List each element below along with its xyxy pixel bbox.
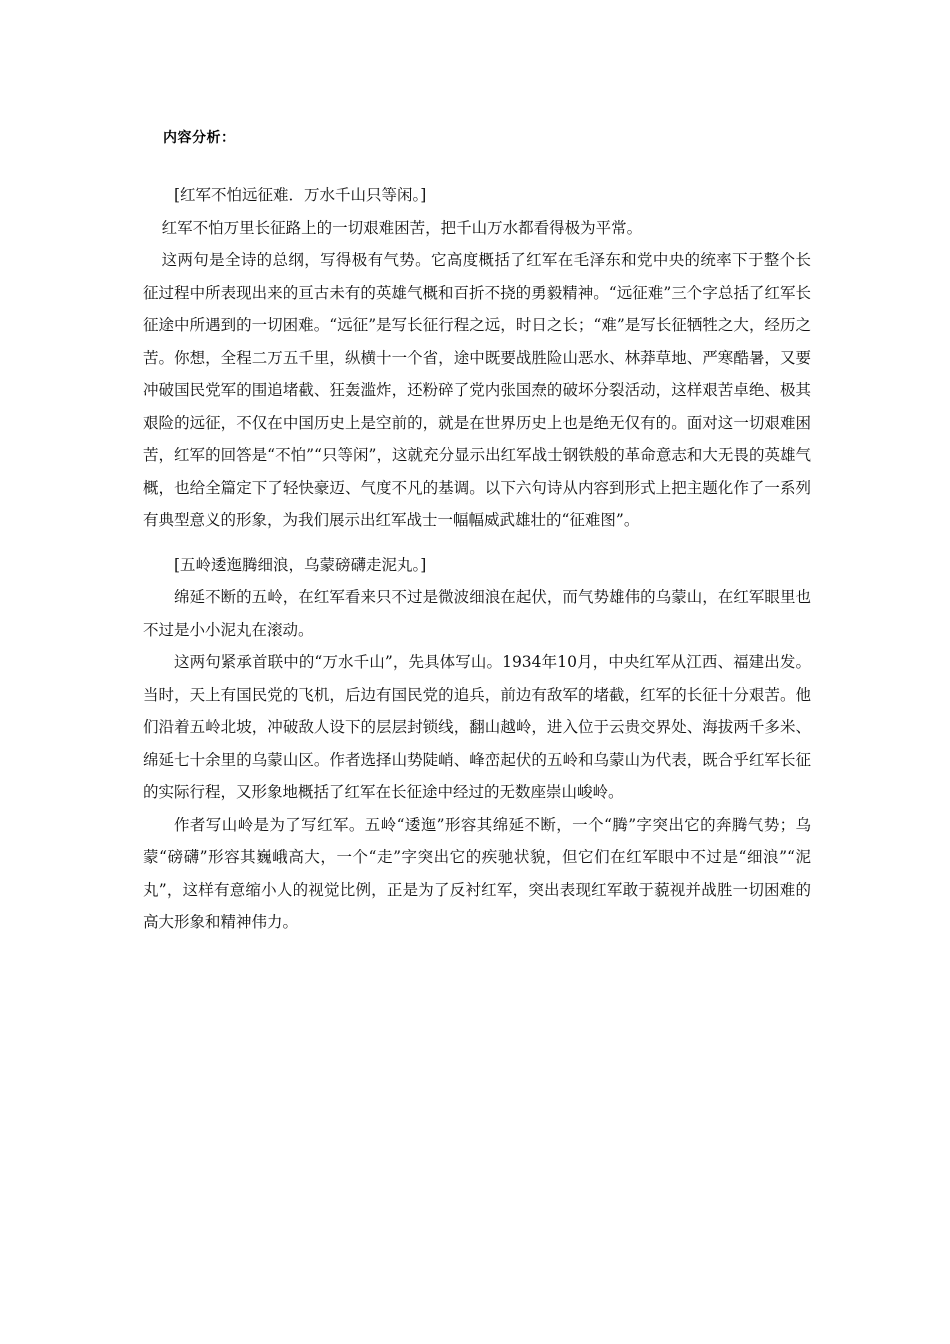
poem-quote: [五岭逶迤腾细浪，乌蒙磅礴走泥丸。] xyxy=(174,555,427,574)
paragraph-translation: 红军不怕万里长征路上的一切艰难困苦，把千山万水都看得极为平常。 xyxy=(161,218,643,237)
paragraph-analysis: 这两句是全诗的总纲，写得极有气势。它高度概括了红军在毛泽东和党中央的统率下于整个长征过程中所表现出来的亘古未有的英雄气概和百折不挠的勇毅精神。“远征难”三个字总括了红军长征途中所遇到的一切困难。“远征”是写长征行程之远，时日之长；“难”是写长征牺牲之大，经历之苦。你想，全程二万五千里，纵横十一个省，途中既要战胜险山恶水、林莽草地、严寒酷暑，又要冲破国民党军的围追堵截、狂轰滥炸，还粉碎了党内张国焘的破坏分裂活动，这样艰苦卓绝、极其艰险的远征，不仅在中国历史上是空前的，就是在世界历史上也是绝无仅有的。面对这一切艰难困苦，红军的回答是“不怕”“只等闲”，这就充分显示出红军战士钢铁般的革命意志和大无畏的英雄气概，也给全篇定下了轻快豪迈、气度不凡的基调。以下六句诗从内容到形式上把主题化作了一系列有典型意义的形象，为我们展示出红军战士一幅幅威武雄壮的“征难图”。 xyxy=(143,251,811,529)
paragraph-analysis: 这两句紧承首联中的“万水千山”，先具体写山。1934年10月，中央红军从江西、福建出发。当时，天上有国民党的飞机，后边有国民党的追兵，前边有敌军的堵截，红军的长征十分艰苦。他们沿着五岭北坡，冲破敌人设下的层层封锁线，翻山越岭，进入位于云贵交界处、海拔两千多米、绵延七十余里的乌蒙山区。作者选择山势陡峭、峰峦起伏的五岭和乌蒙山为代表，既合乎红军长征的实际行程，又形象地概括了红军在长征途中经过的无数座崇山峻岭。 xyxy=(143,653,811,801)
section-heading: 内容分析： xyxy=(163,130,236,146)
paragraph-analysis: 作者写山岭是为了写红军。五岭“逶迤”形容其绵延不断，一个“腾”字突出它的奔腾气势；乌蒙“磅礴”形容其巍峨高大，一个“走”字突出它的疾驰状貌，但它们在红军眼中不过是“细浪”“泥丸”，这样有意缩小人的视觉比例，正是为了反衬红军，突出表现红军敢于藐视并战胜一切困难的高大形象和精神伟力。 xyxy=(143,815,811,931)
section-spacer xyxy=(143,537,811,549)
analysis-section-2 xyxy=(143,549,811,939)
poem-quote: [红军不怕远征难．万水千山只等闲。] xyxy=(174,186,427,204)
document-body xyxy=(143,179,811,939)
paragraph-translation: 绵延不断的五岭，在红军看来只不过是微波细浪在起伏，而气势雄伟的乌蒙山，在红军眼里也不过是小小泥丸在滚动。 xyxy=(143,588,811,639)
analysis-section-1 xyxy=(143,179,811,537)
